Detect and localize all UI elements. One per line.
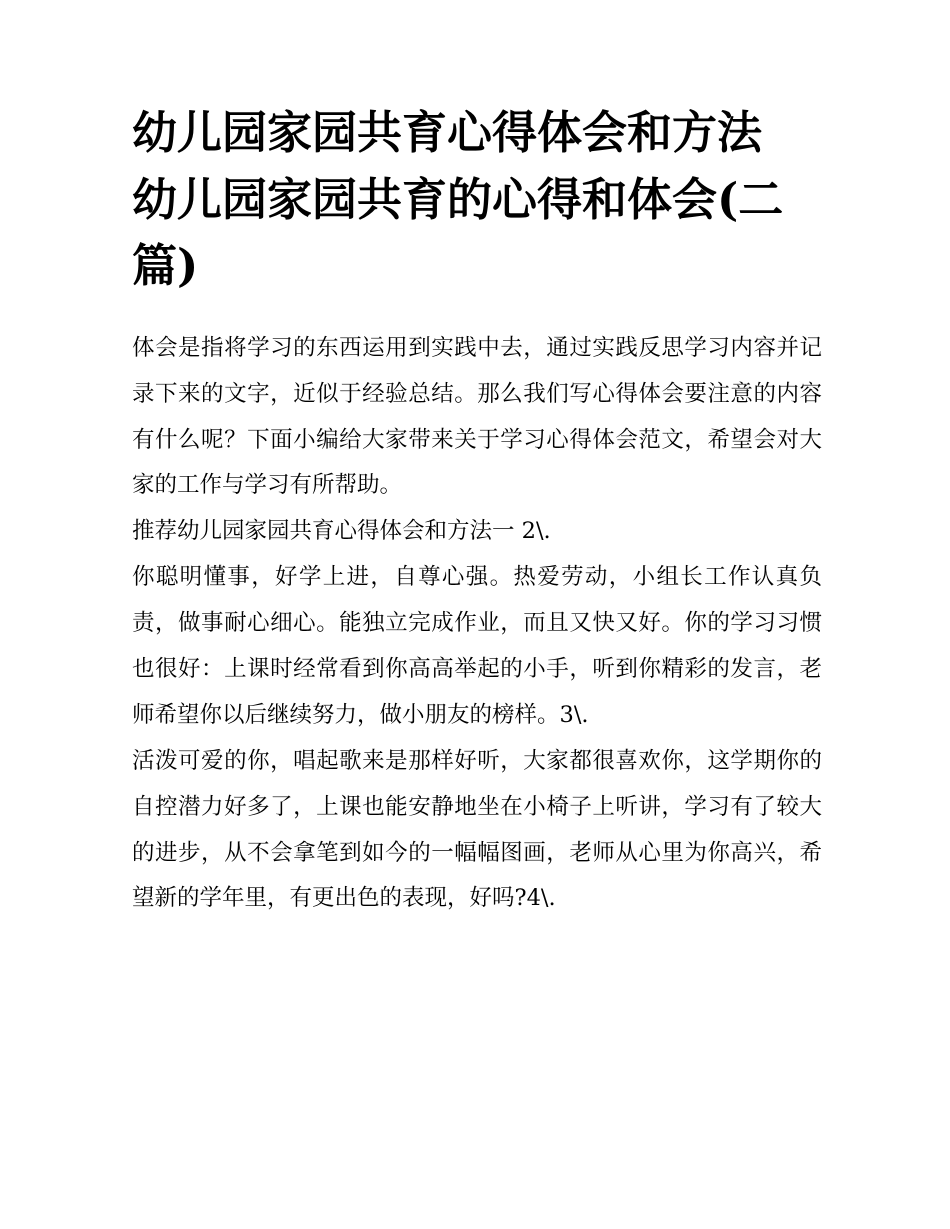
paragraph-intro: 体会是指将学习的东西运用到实践中去，通过实践反思学习内容并记录下来的文字，近似于经验总结。那么我们写心得体会要注意的内容有什么呢？下面小编给大家带来关于学习心得体会范文，希望会对大家的工作与学习有所帮助。: [132, 334, 822, 499]
paragraph-item-3: 活泼可爱的你，唱起歌来是那样好听，大家都很喜欢你，这学期你的自控潜力好多了，上课也能安静地坐在小椅子上听讲，学习有了较大的进步，从不会拿笔到如今的一幅幅图画，老师从心里为你高兴，希望新的学年里，有更出色的表现，好吗?4\.: [132, 747, 822, 912]
document-body: [132, 326, 822, 923]
page-title: 幼儿园家园共育心得体会和方法 幼儿园家园共育的心得和体会(二篇): [132, 106, 784, 293]
paragraph-recommend-heading: 推荐幼儿园家园共育心得体会和方法一 2\.: [132, 518, 551, 545]
paragraph-item-2: 你聪明懂事，好学上进，自尊心强。热爱劳动，小组长工作认真负责，做事耐心细心。能独立完成作业，而且又快又好。你的学习习惯也很好：上课时经常看到你高高举起的小手，听到你精彩的发言，老师希望你以后继续努力，做小朋友的榜样。3\.: [132, 564, 822, 728]
